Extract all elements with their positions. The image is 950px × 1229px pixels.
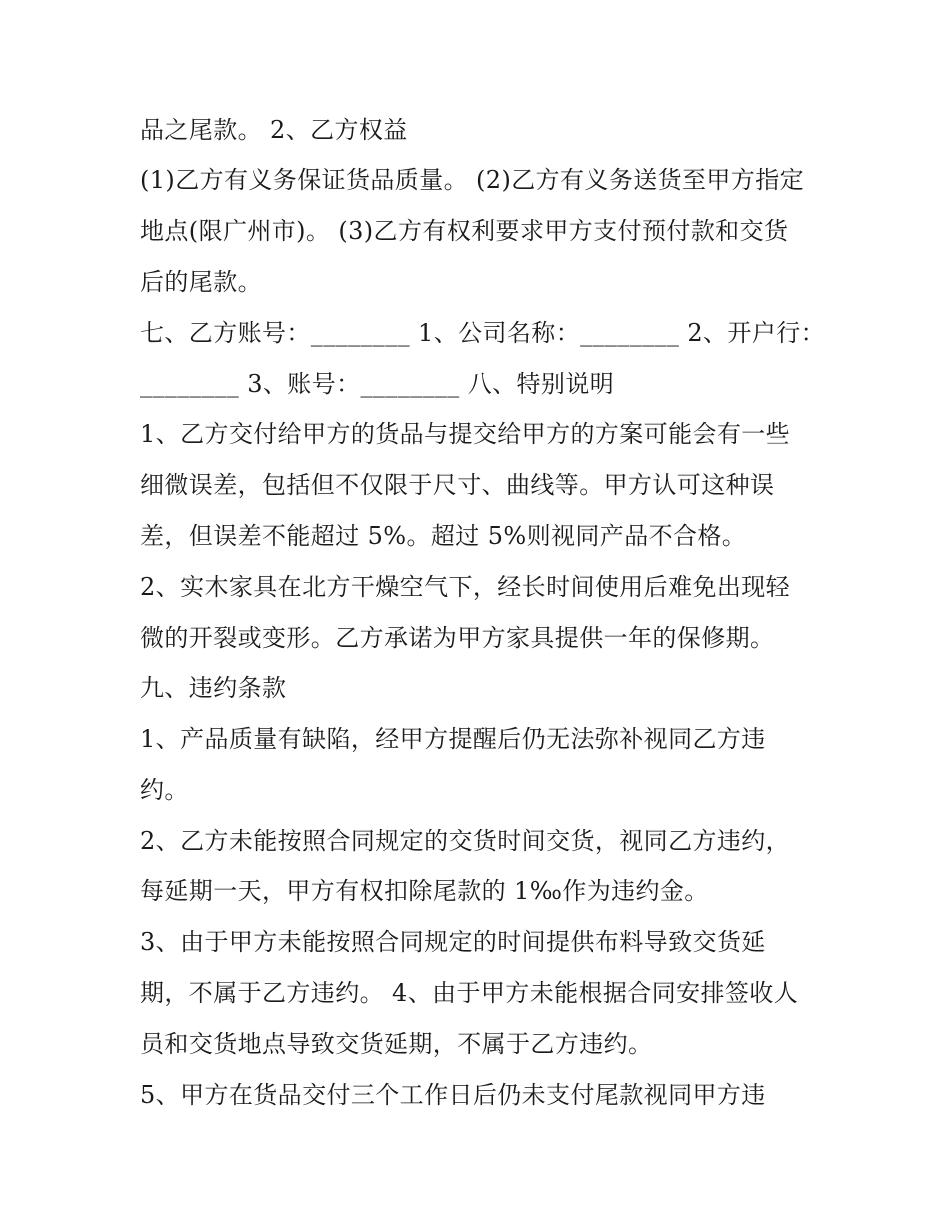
text-line: 员和交货地点导致交货延期，不属于乙方违约。	[140, 1030, 653, 1058]
text-line: 细微误差，包括但不仅限于尺寸、曲线等。甲方认可这种误	[140, 471, 775, 499]
text-line: 期，不属于乙方违约。 4、由于甲方未能根据合同安排签收人	[140, 979, 799, 1007]
text-line: 1、产品质量有缺陷，经甲方提醒后仍无法弥补视同乙方违	[140, 725, 766, 753]
text-line: 1、乙方交付给甲方的货品与提交给甲方的方案可能会有一些	[140, 420, 791, 448]
text-line: 微的开裂或变形。乙方承诺为甲方家具提供一年的保修期。	[140, 624, 775, 652]
text-line: 七、乙方账号：________ 1、公司名称：________ 2、开户行：	[140, 319, 825, 347]
text-line: 2、乙方未能按照合同规定的交货时间交货，视同乙方违约，	[140, 827, 791, 855]
text-line: (1)乙方有义务保证货品质量。 (2)乙方有义务送货至甲方指定	[140, 166, 805, 194]
text-line: 品之尾款。 2、乙方权益	[140, 116, 408, 144]
text-line: 差，但误差不能超过 5%。超过 5%则视同产品不合格。	[140, 522, 747, 550]
text-line: ________ 3、账号：________ 八、特别说明	[140, 370, 615, 398]
text-line: 约。	[140, 776, 189, 804]
section-heading: 九、违约条款	[140, 674, 287, 702]
text-line: 3、由于甲方未能按照合同规定的时间提供布料导致交货延	[140, 928, 766, 956]
text-line: 每延期一天，甲方有权扣除尾款的 1‰作为违约金。	[140, 877, 709, 905]
text-line: 2、实木家具在北方干燥空气下，经长时间使用后难免出现轻	[140, 573, 791, 601]
text-line: 5、甲方在货品交付三个工作日后仍未支付尾款视同甲方违	[140, 1081, 766, 1109]
text-line: 后的尾款。	[140, 268, 262, 296]
text-line: 地点(限广州市)。 (3)乙方有权利要求甲方支付预付款和交货	[140, 217, 789, 245]
